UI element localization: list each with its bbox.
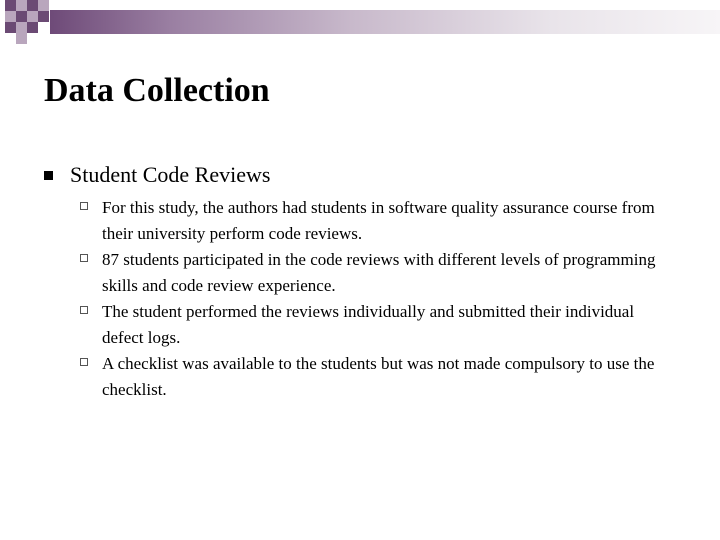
hollow-square-bullet-icon xyxy=(80,306,88,314)
sub-bullet-item xyxy=(44,299,672,351)
sub-bullet-item xyxy=(44,351,672,403)
decor-square xyxy=(16,33,27,44)
decor-square xyxy=(5,11,16,22)
bullet-text: Student Code Reviews xyxy=(70,162,271,187)
square-bullet-icon xyxy=(44,171,53,180)
sub-bullet-item xyxy=(44,195,672,247)
header-gradient-bar xyxy=(50,10,720,34)
sub-bullet-text: For this study, the authors had students in software quality assurance course from their university perform code reviews. xyxy=(102,198,655,243)
decorative-header-band xyxy=(0,0,720,46)
sub-bullet-text: 87 students participated in the code reviews with different levels of programming skills and code review experience. xyxy=(102,250,656,295)
sub-bullet-item xyxy=(44,247,672,299)
bullet-item xyxy=(44,161,684,191)
decor-square xyxy=(27,0,38,11)
decor-square xyxy=(38,11,49,22)
decor-square xyxy=(16,11,27,22)
sub-bullet-text: The student performed the reviews individually and submitted their individual defect logs. xyxy=(102,302,635,347)
decor-square xyxy=(27,22,38,33)
decor-square xyxy=(5,22,16,33)
decor-square xyxy=(16,22,27,33)
sub-bullet-list xyxy=(44,195,684,403)
decor-square xyxy=(16,0,27,11)
decor-square xyxy=(38,0,49,11)
slide-title: Data Collection xyxy=(44,72,270,109)
decor-square xyxy=(27,11,38,22)
bullet-list xyxy=(44,161,684,399)
sub-bullet-text: A checklist was available to the students but was not made compulsory to use the checklist. xyxy=(102,354,655,399)
decor-square xyxy=(5,0,16,11)
hollow-square-bullet-icon xyxy=(80,358,88,366)
hollow-square-bullet-icon xyxy=(80,254,88,262)
hollow-square-bullet-icon xyxy=(80,202,88,210)
